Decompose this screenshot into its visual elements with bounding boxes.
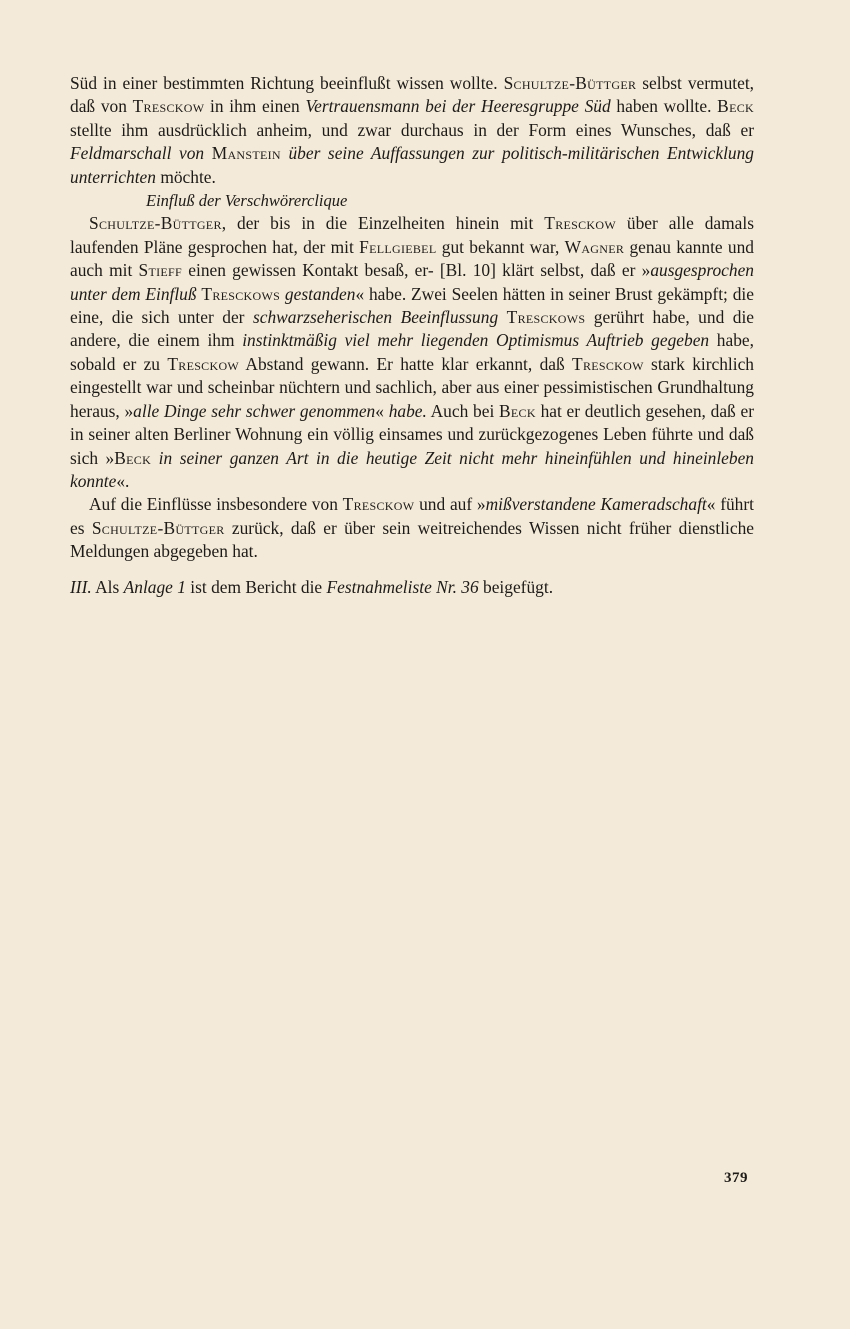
text-run: « habe. Zwei Seelen hätten in seiner Brust gekämpft; die eine, die sich unter der [70,283,754,328]
text-run: «. [116,470,130,491]
name-smallcaps: Schultze-Büttger [89,213,222,234]
text-run: genau kannte und auch mit [70,236,754,281]
name-smallcaps: Beck [499,400,536,421]
italic-run: mißverstandene Kameradschaft [485,494,707,515]
italic-run: Anlage 1 [123,576,186,597]
name-smallcaps: Beck [114,447,152,468]
text-run: stellte ihm ausdrücklich anheim, und zwar durchaus in der Form eines Wunsches, daß er [70,119,754,140]
paragraph-2 [70,212,754,493]
italic-run: Vertrauensmann bei der Heeresgruppe Süd [305,96,611,117]
text-run: zurück, daß er über sein weitreichendes Wissen nicht früher dienstliche Meldungen abgegeben hat. [70,517,754,562]
text-run: « [375,400,389,421]
name-smallcaps: Schultze-Büttger [91,517,225,538]
name-smallcaps: Tresckows [506,307,586,328]
text-run: einen gewissen Kontakt besaß, er- [Bl. 10] klärt selbst, daß er » [182,260,651,281]
text-run: Auch bei [426,400,500,421]
name-smallcaps: Schultze-Büttger [503,73,637,93]
paragraph-1 [70,72,754,189]
text-run: gerührt habe, und die andere, die einem ihm [70,307,755,351]
name-smallcaps: Beck [717,96,754,117]
italic-run: in seiner ganzen Art in die heutige Zeit nicht mehr hineinfühlen und hineinleben konnte [70,447,755,491]
name-smallcaps: Tresckow [572,353,644,374]
name-smallcaps: Tresckow [167,353,240,374]
name-smallcaps: Tresckow [544,213,616,234]
text-run: Abstand gewann. Er hatte klar erkannt, daß [239,353,573,374]
italic-run: gestanden [280,283,356,304]
text-run: möchte. [155,166,216,187]
text-run: haben wollte. [610,96,718,117]
page-number: 379 [724,1170,748,1186]
name-smallcaps: Wagner [564,236,625,257]
text-run: in ihm einen [204,96,306,117]
italic-run: habe. [388,400,427,421]
italic-run: ausgesprochen unter dem Einfluß [70,260,754,304]
name-smallcaps: Stieff [138,260,183,281]
name-smallcaps: Tresckows [201,283,281,304]
text-run: stark kirchlich eingestellt war und scheinbar nüchtern und sachlich, aber aus einer pessimistischen Grundhaltung heraus, » [70,353,755,421]
italic-run: schwarzseherischen Beeinflussung [252,307,507,328]
paragraph-4 [70,576,754,599]
name-smallcaps: Tresckow [342,494,415,515]
text-run: Süd in einer bestimmten Richtung beeinflußt wissen wollte. [70,73,504,93]
text-run: « führt es [70,494,755,538]
text-run: habe, sobald er zu [70,330,754,374]
text-run: hat er deutlich gesehen, daß er in seiner alten Berliner Wohnung ein völlig einsames und zurückgezogenes Leben führte und daß sich » [70,400,754,468]
section-number: III. [70,576,92,597]
text-run: über alle damals laufenden Pläne gesprochen hat, der mit [70,213,754,257]
text-run: , der bis in die Einzelheiten hinein mit [221,213,545,234]
section-heading: Einfluß der Verschwörerclique [146,191,348,211]
body-text [70,72,754,599]
text-run: gut bekannt war, [436,236,565,257]
italic-run: über seine Auffassungen zur politisch-militärischen Entwicklung unterrichten [70,143,754,187]
name-smallcaps: Fellgiebel [359,236,437,257]
text-run: selbst vermutet, daß von [70,73,754,117]
text-run: und auf » [414,494,486,515]
italic-run: Festnahmeliste Nr. 36 [326,576,479,597]
name-smallcaps: Tresckow [132,96,205,117]
italic-run: alle Dinge sehr schwer genommen [133,400,376,421]
text-run: Auf die Einflüsse insbesondere von [89,494,343,515]
paragraph-3 [70,493,754,563]
italic-run: instinktmäßig viel mehr liegenden Optimismus Auftrieb gegeben [242,330,710,351]
name-smallcaps: Manstein [211,143,281,164]
text-run: beigefügt. [478,576,554,597]
italic-run: Feldmarschall von [70,143,212,164]
text-run: Als [91,576,124,597]
text-run: ist dem Bericht die [185,576,327,597]
